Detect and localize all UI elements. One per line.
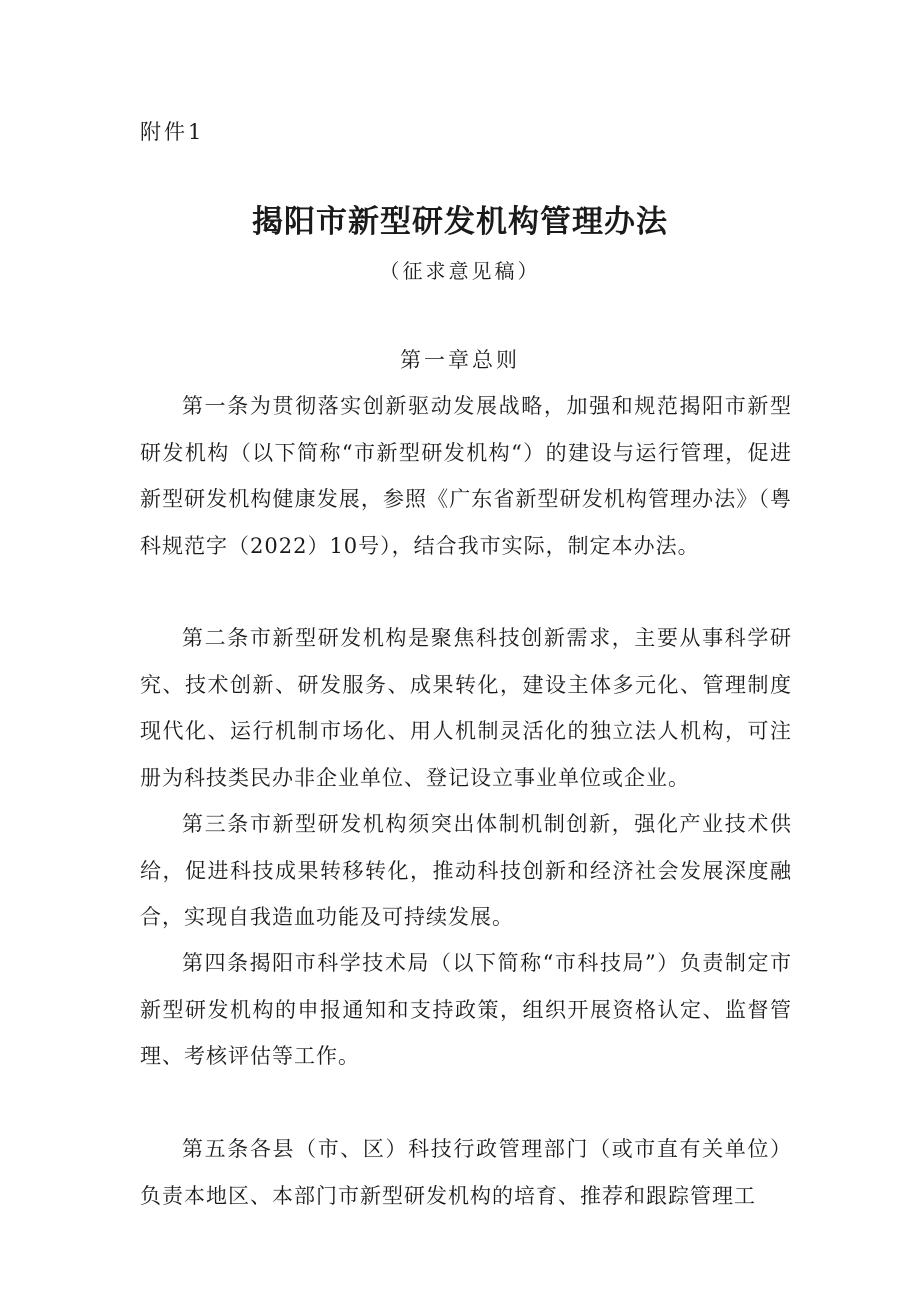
article-1-paragraph: 第一条为贯彻落实创新驱动发展战略，加强和规范揭阳市新型研发机构（以下简称“市新型研发机构“）的建设与运行管理，促进新型研发机构健康发展，参照《广东省新型研发机构管理办法》（粤科规范字（2022）10号），结合我市实际，制定本办法。 <box>140 394 792 558</box>
attachment-label: 附件1 <box>140 120 205 144</box>
article-2-paragraph: 第二条市新型研发机构是聚焦科技创新需求，主要从事科学研究、技术创新、研发服务、成果转化，建设主体多元化、管理制度现代化、运行机制市场化、用人机制灵活化的独立法人机构，可注册为科技类民办非企业单位、登记设立事业单位或企业。 <box>140 626 792 790</box>
article-5-paragraph: 第五条各县（市、区）科技行政管理部门（或市直有关单位）负责本地区、本部门市新型研发机构的培育、推荐和跟踪管理工 <box>140 1137 792 1208</box>
document-title: 揭阳市新型研发机构管理办法 <box>252 204 668 240</box>
document-subtitle: （征求意见稿） <box>379 259 541 283</box>
article-3-paragraph: 第三条市新型研发机构须突出体制机制创新，强化产业技术供给，促进科技成果转移转化，推动科技创新和经济社会发展深度融合，实现自我造血功能及可持续发展。 <box>140 812 792 929</box>
chapter-heading: 第一章总则 <box>400 348 520 372</box>
article-4-paragraph: 第四条揭阳市科学技术局（以下简称“市科技局”）负责制定市新型研发机构的申报通知和支持政策，组织开展资格认定、监督管理、考核评估等工作。 <box>140 951 792 1068</box>
